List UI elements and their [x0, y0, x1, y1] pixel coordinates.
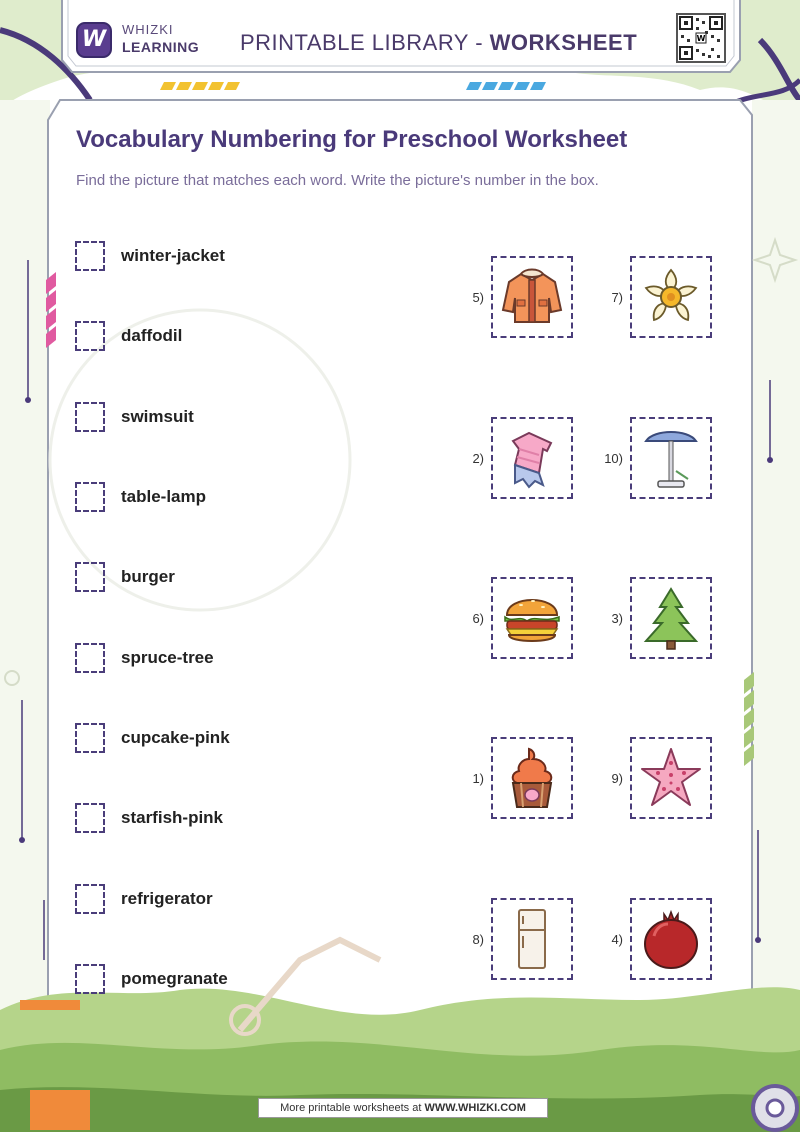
word-label: cupcake-pink	[121, 728, 230, 747]
qr-code-icon[interactable]	[676, 13, 726, 63]
worksheet-instructions: Find the picture that matches each word. Write the picture's number in the box.	[76, 172, 599, 189]
answer-box[interactable]	[75, 482, 105, 512]
starfish-icon	[638, 745, 704, 811]
header-title-bold: WORKSHEET	[489, 30, 638, 55]
picture-number: 1)	[472, 771, 484, 786]
answer-box[interactable]	[75, 723, 105, 753]
picture-number: 2)	[472, 451, 484, 466]
brand-name-line2: LEARNING	[122, 39, 200, 55]
answer-box[interactable]	[75, 803, 105, 833]
footer-site[interactable]: WWW.WHIZKI.COM	[424, 1102, 526, 1114]
burger-icon	[499, 585, 565, 651]
answer-box[interactable]	[75, 643, 105, 673]
picture-number: 10)	[604, 451, 623, 466]
picture-box	[491, 417, 573, 499]
daffodil-icon	[638, 264, 704, 330]
answer-box[interactable]	[75, 884, 105, 914]
picture-box	[630, 577, 712, 659]
word-label: swimsuit	[121, 407, 194, 426]
picture-box	[491, 898, 573, 980]
table-lamp-icon	[638, 425, 704, 491]
answer-box[interactable]	[75, 321, 105, 351]
logo-letter: W	[81, 27, 107, 52]
picture-number: 6)	[472, 611, 484, 626]
picture-number: 5)	[472, 290, 484, 305]
picture-box	[630, 898, 712, 980]
answer-box[interactable]	[75, 402, 105, 432]
picture-number: 3)	[611, 611, 623, 626]
word-label: pomegranate	[121, 969, 228, 988]
footer-link[interactable]	[258, 1098, 548, 1118]
picture-box	[491, 737, 573, 819]
header-title	[240, 30, 637, 56]
picture-box	[630, 417, 712, 499]
footer-prefix: More printable worksheets at	[280, 1102, 425, 1114]
word-label: table-lamp	[121, 487, 207, 506]
picture-box	[491, 577, 573, 659]
word-label: starfish-pink	[121, 808, 224, 827]
picture-box	[491, 256, 573, 338]
refrigerator-icon	[499, 906, 565, 972]
swimsuit-icon	[499, 425, 565, 491]
header-title-prefix: PRINTABLE LIBRARY -	[240, 30, 490, 55]
picture-number: 8)	[472, 932, 484, 947]
whizki-logo	[76, 22, 112, 58]
brand-name-line1: WHIZKI	[122, 22, 174, 37]
word-label: winter-jacket	[121, 246, 225, 265]
picture-box	[630, 256, 712, 338]
word-label: spruce-tree	[121, 648, 214, 667]
winter-jacket-icon	[499, 264, 565, 330]
answer-box[interactable]	[75, 562, 105, 592]
word-label: refrigerator	[121, 889, 213, 908]
spruce-tree-icon	[638, 585, 704, 651]
picture-box	[630, 737, 712, 819]
worksheet-title: Vocabulary Numbering for Preschool Worksheet	[76, 126, 628, 153]
picture-number: 9)	[611, 771, 623, 786]
pomegranate-icon	[638, 906, 704, 972]
picture-number: 7)	[611, 290, 623, 305]
svg-text:W: W	[696, 34, 706, 43]
picture-number: 4)	[611, 932, 623, 947]
word-label: burger	[121, 567, 175, 586]
answer-box[interactable]	[75, 241, 105, 271]
cupcake-icon	[499, 745, 565, 811]
answer-box[interactable]	[75, 964, 105, 994]
word-label: daffodil	[121, 326, 183, 345]
